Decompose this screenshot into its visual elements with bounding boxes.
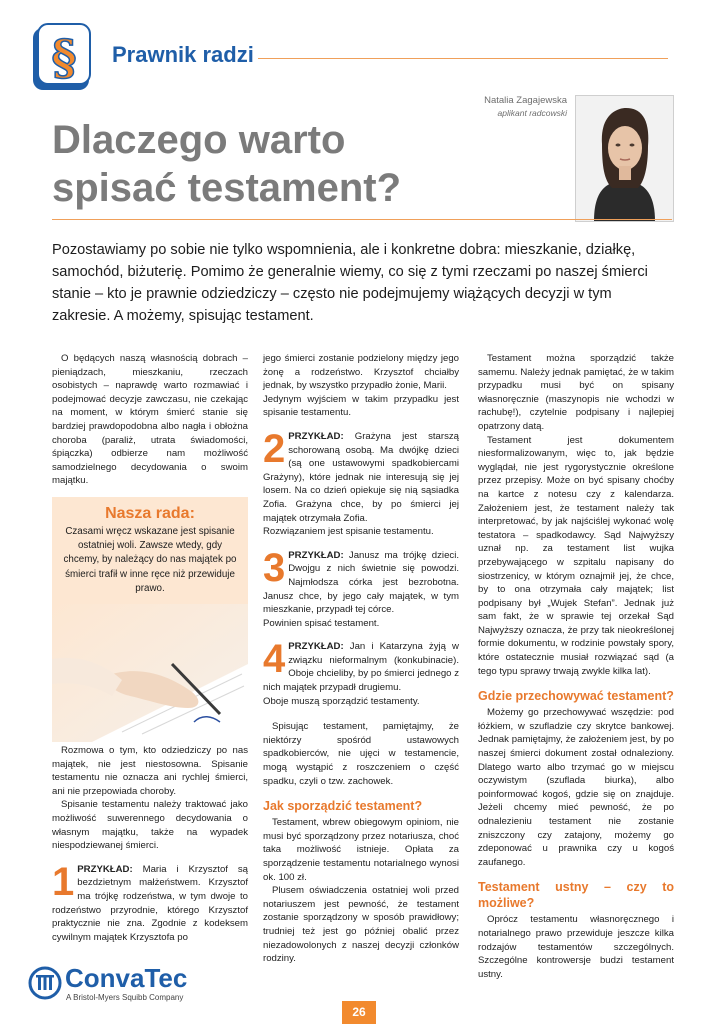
- page-number: 26: [342, 1001, 376, 1024]
- subheading-oral: Testament ustny – czy to możliwe?: [478, 880, 674, 911]
- example-number: 4: [263, 637, 286, 682]
- header-divider: [258, 58, 668, 59]
- example-label: PRZYKŁAD:: [288, 641, 344, 653]
- example-1: [52, 859, 248, 945]
- article-headline: [52, 116, 572, 212]
- example-3: [263, 545, 459, 631]
- advice-text: Czasami wręcz wskazane jest spisanie ostatniej woli. Zawsze wtedy, gdy chcemy, by należący do nas majątek po śmierci trafił w inne ręce niż przewiduje prawo.: [63, 526, 237, 594]
- article-lead: Pozostawiamy po sobie nie tylko wspomnienia, ale i konkretne dobra: mieszkanie, działkę, samochód, biżuterię. Pomimo że generalnie wiemy, co się z tymi rzeczami po naszej śmierci stanie – kto je prawnie odziedziczy – często nie podejmujemy wiążących decyzji w tym zakresie. A możemy, spisując testament.: [52, 242, 648, 324]
- example-label: PRZYKŁAD:: [288, 430, 344, 442]
- author-name: Natalia Zagajewska: [484, 95, 567, 106]
- example-label: PRZYKŁAD:: [77, 863, 133, 875]
- example-label: PRZYKŁAD:: [288, 549, 344, 561]
- paragraph-sign-icon: [30, 22, 94, 94]
- svg-text:§: §: [51, 30, 77, 86]
- author-photo: [575, 95, 674, 222]
- column-2: [263, 352, 459, 966]
- paragraph: Możemy go przechowywać wszędzie: pod łóżkiem, w szufladzie czy skrytce bankowej. Jednak pamiętajmy, że założeniem jest, by po naszej śmierci dokument został odnaleziony. Dlatego warto albo trzymać go w miejscu oczywistym (szuflada biurka), albo poinformować kogoś, gdzie się on znajduje. Jeżeli chcemy mieć pewność, że po odnalezieniu testament nie zostanie zniszczony czy zatajony, możemy go zdeponować u prawnika czy u kogoś zaufanego.: [478, 707, 674, 868]
- example-number: 1: [52, 859, 75, 904]
- example-conclusion: Oboje muszą sporządzić testamenty.: [263, 695, 420, 707]
- column-3: [478, 352, 674, 981]
- column-1-bottom: [52, 744, 248, 944]
- writing-hand-illustration: [52, 604, 248, 742]
- brand-name: ConvaTec: [65, 963, 188, 993]
- section-title: Prawnik radzi: [112, 42, 254, 67]
- example-text: Janusz ma trójkę dzieci. Dwojgu z nich świetnie się powodzi. Najmłodsza córka jest bezrobotna. Janusz chce, by jego cały majątek, w tym mieszkanie, przypadł tej córce.: [263, 549, 459, 616]
- example-text: Maria i Krzysztof są bezdzietnym małżeństwem. Krzysztof ma trójkę rodzeństwa, w tym dwoje to rodzeństwo przyrodnie, którego Krzysztof praktycznie nie zna. Zgodnie z kodeksem cywilnym majątek Krzysztofa po: [52, 863, 248, 943]
- subheading-how: Jak sporządzić testament?: [263, 799, 423, 814]
- paragraph: jego śmierci zostanie podzielony między jego żonę a rodzeństwo. Krzysztof chciałby jednak, by wszystko przypadło żonie, Marii.: [263, 353, 459, 392]
- brand-subtitle: A Bristol-Myers Squibb Company: [66, 993, 184, 1002]
- headline-line-1: Dlaczego warto: [52, 118, 346, 162]
- example-2: [263, 426, 459, 539]
- column-1-top: [52, 352, 248, 488]
- subheading-where: Gdzie przechowywać testament?: [478, 689, 674, 704]
- convatec-logo-icon: [28, 966, 62, 1000]
- headline-divider: [52, 219, 672, 220]
- example-text: Grażyna jest starszą schorowaną osobą. Ma dwójkę dzieci (są one ustawowymi spadkobiercami Grażyny), które jednak nie interesują się jej losem. Na co dzień opiekuje się nią sąsiadka Zofia. Grażyna chce, by po śmierci jej majątek otrzymała Zofia.: [263, 430, 459, 524]
- paragraph: Rozmowa o tym, kto odziedziczy po nas majątek, nie jest niestosowna. Spisanie testamentu nie oznacza ani rychlej śmierci, ani nie przepowiada choroby.: [52, 745, 248, 797]
- paragraph: Oprócz testamentu własnoręcznego i notarialnego prawo przewiduje jeszcze kilka rodzajów testamentów szczególnych. Szczególne kontrowersje budzi testament ustny.: [478, 914, 674, 980]
- headline-line-2: spisać testament?: [52, 166, 402, 210]
- example-4: [263, 637, 459, 708]
- paragraph: Spisanie testamentu należy traktować jako możliwość suwerennego decydowania o własnym majątku, także na wypadek niespodziewanej śmierci.: [52, 799, 248, 852]
- example-number: 2: [263, 426, 286, 471]
- paragraph: O będących naszą własnością dobrach – pieniądzach, mieszkaniu, rzeczach osobistych – naprawdę warto rozmawiać i podejmować decyzje zawczasu, nie czekając na moment, w którym śmierć stanie się bardziej prawdopodobna albo nagła i obłożna choroba (paraliż, utrata świadomości, śpiączka) odbierze nam możliwość samodzielnego decydowania o swoim majątku.: [52, 353, 248, 487]
- section-logo: [30, 22, 94, 94]
- paragraph: Spisując testament, pamiętajmy, że niektórzy spośród ustawowych spadkobierców, nie ujęci w testamencie, mogą wystąpić z roszczeniem o część spadku, czyli o tzw. zachowek.: [263, 721, 459, 787]
- example-text: Jan i Katarzyna żyją w związku nieformalnym (konkubinacie). Oboje chcieliby, by po śmierci jednego z nich majątek przypadł drugiemu.: [263, 641, 459, 694]
- example-conclusion: Rozwiązaniem jest spisanie testamentu.: [263, 526, 434, 538]
- paragraph: Testament można sporządzić także samemu. Należy jednak pamiętać, że w takim przypadku musi być on spisany własnoręcznie (maszynopis nie wchodzi w rachubę!), czytelnie podpisany i najlepiej opatrzony datą.: [478, 353, 674, 432]
- example-conclusion: Powinien spisać testament.: [263, 617, 380, 629]
- author-role: aplikant radcowski: [497, 108, 567, 118]
- paragraph: Testament, wbrew obiegowym opiniom, nie musi być sporządzony przez notariusza, choć taka możliwość istnieje. Opłata za sporządzenie testamentu notarialnego wynosi ok. 100 zł.: [263, 817, 459, 883]
- advice-title: Nasza rada:: [105, 505, 195, 522]
- example-number: 3: [263, 545, 286, 590]
- paragraph: Testament jest dokumentem niesformalizowanym, więc to, jak będzie wyglądał, nie jest rygorystycznie określone przez przepisy. Może on być spisany choćby na kartce z notesu czy z kalendarza. Założeniem jest, że testament należy tak interpretować, by jak najściślej wykonać wolę testatora – spadkodawcy. Sąd Najwyższy uznał np. za testament list wujka przebywającego w szpitalu napisany do siostrzenicy, w którym oznajmił jej, że chce, by to ona otrzymała cały majątek; list podpisany był „Wujek Stefan”. Jednak już sam fakt, że w sprawie tej orzekał Sąd Najwyższy oznacza, że przy tak nieokreślonej formie dokumentu, w rodzinie powstały spory, które ostatecznie musiał rozwiązać sąd (a tego typu sprawy trwają zwykle kilka lat).: [478, 434, 674, 677]
- paragraph: Plusem oświadczenia ostatniej woli przed notariuszem jest pewność, że testament zostanie sporządzony w sposób prawidłowy; trudniej też jest go później obalić przez niezadowolonych z naszej decyzji członków rodziny.: [263, 885, 459, 965]
- paragraph: Jedynym wyjściem w takim przypadku jest spisanie testamentu.: [263, 393, 459, 419]
